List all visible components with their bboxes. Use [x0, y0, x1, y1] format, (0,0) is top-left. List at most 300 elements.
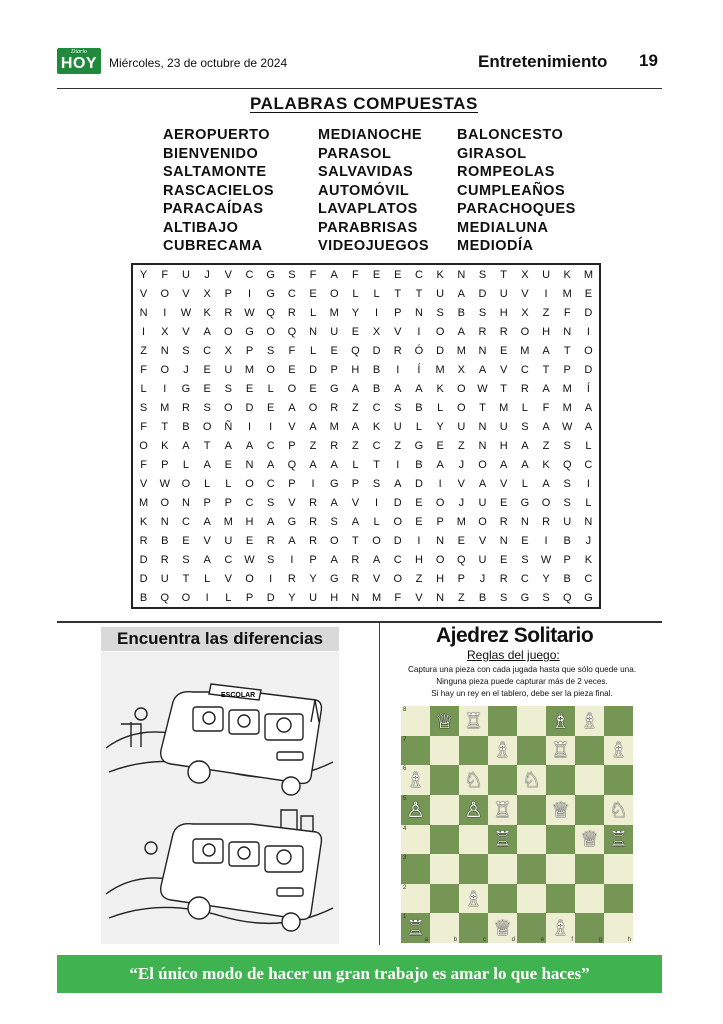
chess-square — [401, 795, 430, 825]
grid-letter: A — [330, 553, 338, 566]
grid-letter: R — [224, 306, 233, 319]
grid-letter: N — [436, 534, 445, 547]
grid-letter: Í — [586, 382, 590, 395]
grid-letter: M — [562, 287, 572, 300]
grid-letter: P — [330, 363, 338, 376]
difference-image-top — [101, 652, 339, 798]
rule-1: Captura una pieza con cada jugada hasta que sólo quede una. — [407, 665, 637, 674]
grid-letter: A — [203, 515, 211, 528]
grid-letter: O — [541, 496, 551, 509]
grid-letter: P — [309, 553, 317, 566]
grid-letter: A — [224, 439, 232, 452]
grid-letter: N — [520, 515, 529, 528]
grid-letter: L — [309, 344, 317, 357]
grid-letter: L — [225, 477, 232, 490]
grid-letter: A — [351, 515, 360, 528]
grid-letter: Q — [287, 325, 297, 338]
grid-letter: Y — [309, 572, 317, 585]
grid-letter: I — [375, 306, 379, 319]
column-divider — [379, 623, 380, 945]
grid-letter: P — [224, 496, 232, 509]
chess-square — [546, 854, 575, 884]
grid-letter: C — [203, 344, 212, 357]
chess-square — [517, 765, 546, 795]
grid-letter: P — [457, 572, 465, 585]
grid-letter: L — [182, 458, 189, 471]
grid-letter: M — [223, 515, 233, 528]
grid-letter: F — [563, 306, 571, 319]
bishop-icon: ♗ — [493, 738, 512, 763]
chess-board — [401, 706, 633, 943]
grid-letter: C — [520, 572, 529, 585]
chess-square — [575, 736, 604, 766]
grid-letter: L — [352, 458, 359, 471]
grid-letter: J — [204, 268, 210, 281]
grid-letter: S — [224, 382, 232, 395]
grid-letter: J — [585, 534, 592, 547]
chess-square — [459, 854, 488, 884]
grid-letter: Y — [288, 591, 296, 604]
grid-letter: Z — [394, 439, 402, 452]
chess-square — [575, 825, 604, 855]
file-label: g — [598, 937, 602, 943]
wordsearch-title: PALABRAS COMPUESTAS — [250, 94, 479, 113]
chess-square — [604, 795, 633, 825]
grid-letter: D — [393, 534, 402, 547]
grid-letter: H — [436, 572, 445, 585]
word-list-item: VIDEOJUEGOS — [318, 238, 430, 254]
grid-letter: A — [542, 382, 550, 395]
word-list-item: RASCACIELOS — [163, 182, 275, 199]
newspaper-logo — [57, 48, 101, 74]
grid-letter: P — [563, 363, 571, 376]
chess-square — [546, 884, 575, 914]
bishop-icon: ♗ — [464, 886, 483, 911]
grid-letter: O — [160, 363, 170, 376]
grid-letter: C — [287, 287, 296, 300]
grid-letter: W — [562, 420, 573, 433]
grid-letter: P — [288, 477, 296, 490]
grid-letter: A — [521, 458, 529, 471]
grid-letter: Y — [139, 268, 148, 281]
grid-letter: Z — [352, 401, 359, 414]
grid-letter: R — [287, 572, 296, 585]
grid-letter: L — [373, 515, 380, 528]
grid-letter: O — [139, 439, 148, 452]
grid-letter: Ó — [414, 344, 424, 357]
grid-letter: E — [500, 553, 508, 566]
grid-letter: V — [288, 496, 296, 509]
differences-title: Encuentra las diferencias — [101, 627, 339, 651]
grid-letter: I — [142, 325, 146, 338]
grid-letter: H — [330, 591, 339, 604]
grid-letter: K — [436, 382, 444, 395]
section-divider — [57, 621, 662, 623]
grid-letter: R — [351, 553, 360, 566]
grid-letter: R — [330, 439, 339, 452]
word-list-item: PARABRISAS — [318, 219, 418, 236]
grid-letter: O — [245, 477, 254, 490]
grid-letter: I — [417, 534, 421, 547]
grid-letter: V — [521, 287, 529, 300]
grid-letter: U — [160, 572, 169, 585]
grid-letter: N — [563, 325, 572, 338]
grid-letter: G — [414, 439, 424, 452]
grid-letter: L — [585, 439, 592, 452]
grid-letter: Y — [351, 306, 360, 319]
grid-letter: E — [330, 344, 338, 357]
word-list-item: GIRASOL — [457, 145, 527, 162]
chess-square — [575, 706, 604, 736]
file-label: a — [424, 937, 428, 943]
grid-letter: F — [140, 458, 147, 471]
grid-letter: C — [584, 458, 593, 471]
grid-letter: E — [309, 382, 317, 395]
grid-letter: F — [542, 401, 550, 414]
grid-letter: H — [245, 515, 254, 528]
chess-square — [488, 913, 517, 943]
grid-letter: J — [458, 496, 465, 509]
grid-letter: G — [329, 477, 339, 490]
grid-letter: S — [330, 515, 338, 528]
grid-letter: S — [521, 420, 529, 433]
letter-grid — [131, 263, 601, 609]
word-list-item: CUBRECAMA — [163, 238, 263, 254]
grid-letter: W — [477, 382, 488, 395]
grid-letter: R — [542, 515, 551, 528]
grid-letter: O — [435, 325, 445, 338]
grid-letter: C — [245, 268, 254, 281]
grid-letter: N — [245, 458, 254, 471]
grid-letter: I — [163, 382, 167, 395]
grid-letter: T — [415, 287, 423, 300]
grid-letter: N — [457, 268, 466, 281]
rook-icon: ♖ — [464, 708, 483, 733]
bishop-icon: ♗ — [406, 768, 425, 793]
grid-letter: Z — [542, 306, 550, 319]
grid-letter: O — [457, 401, 466, 414]
chess-square — [575, 884, 604, 914]
file-label: h — [627, 937, 631, 943]
grid-letter: L — [204, 477, 211, 490]
grid-letter: A — [330, 268, 338, 281]
grid-letter: F — [140, 420, 147, 433]
grid-letter: S — [521, 553, 529, 566]
grid-letter: B — [478, 591, 487, 604]
grid-letter: E — [584, 287, 593, 300]
grid-letter: D — [478, 287, 487, 300]
section-title: Entretenimiento — [478, 52, 608, 71]
school-bus-drawing-top — [101, 652, 339, 798]
grid-letter: D — [139, 572, 148, 585]
grid-letter: S — [394, 401, 402, 414]
grid-letter: O — [202, 420, 212, 433]
grid-letter: M — [329, 420, 339, 433]
grid-letter: A — [330, 496, 338, 509]
grid-letter: B — [182, 420, 190, 433]
grid-letter: C — [584, 572, 593, 585]
word-list-item: PARACAÍDAS — [163, 201, 264, 217]
grid-letter: A — [288, 401, 296, 414]
word-list-item: BIENVENIDO — [163, 145, 259, 162]
chess-square — [517, 884, 546, 914]
grid-letter: P — [245, 591, 254, 604]
grid-letter: O — [245, 572, 254, 585]
grid-letter: N — [478, 439, 487, 452]
grid-letter: Q — [562, 591, 572, 604]
school-bus-drawing-bottom — [101, 798, 339, 944]
chess-square — [604, 736, 633, 766]
grid-letter: G — [329, 572, 339, 585]
grid-letter: V — [478, 534, 487, 547]
grid-letter: V — [372, 572, 381, 585]
pawn-icon: ♙ — [406, 797, 425, 822]
word-list-item: AUTOMÓVIL — [318, 182, 410, 199]
word-list-item: CUMPLEAÑOS — [457, 182, 566, 199]
queen-icon: ♕ — [551, 797, 570, 822]
grid-letter: Z — [352, 439, 359, 452]
grid-letter: Z — [542, 439, 550, 452]
publication-date: Miércoles, 23 de octubre de 2024 — [109, 56, 288, 70]
chess-square — [575, 854, 604, 884]
grid-letter: S — [288, 268, 296, 281]
bishop-icon: ♗ — [580, 708, 599, 733]
grid-letter: M — [435, 363, 445, 376]
grid-letter: K — [161, 439, 169, 452]
grid-letter: Z — [415, 572, 423, 585]
word-list-item: MEDIODÍA — [457, 238, 534, 254]
grid-letter: E — [415, 496, 423, 509]
grid-letter: N — [160, 344, 169, 357]
difference-image-bottom — [101, 798, 339, 944]
chess-square — [459, 765, 488, 795]
chess-square — [430, 854, 459, 884]
rule-2: Ninguna pieza puede capturar más de 2 veces. — [436, 677, 608, 686]
grid-letter: G — [520, 496, 530, 509]
grid-letter: S — [563, 477, 571, 490]
grid-letter: L — [204, 572, 211, 585]
grid-letter: E — [203, 382, 211, 395]
grid-letter: D — [245, 401, 254, 414]
grid-letter: X — [161, 325, 169, 338]
grid-letter: O — [160, 287, 170, 300]
grid-letter: S — [436, 306, 444, 319]
grid-letter: R — [499, 515, 508, 528]
grid-letter: M — [139, 496, 149, 509]
grid-letter: A — [457, 287, 465, 300]
grid-letter: C — [266, 439, 275, 452]
grid-letter: R — [478, 325, 487, 338]
rank-label: 1 — [403, 914, 407, 921]
grid-letter: M — [329, 306, 339, 319]
grid-letter: K — [203, 306, 211, 319]
grid-letter: B — [161, 534, 169, 547]
grid-letter: O — [435, 496, 445, 509]
grid-letter: L — [225, 591, 232, 604]
chess-square — [488, 765, 517, 795]
rank-label: 6 — [403, 766, 407, 773]
grid-letter: B — [457, 306, 465, 319]
grid-letter: P — [351, 477, 360, 490]
grid-letter: H — [414, 553, 423, 566]
file-label: f — [571, 937, 573, 943]
grid-letter: O — [287, 382, 297, 395]
grid-letter: O — [266, 325, 275, 338]
grid-letter: D — [139, 553, 148, 566]
grid-letter: S — [563, 496, 571, 509]
grid-letter: S — [203, 401, 211, 414]
grid-letter: A — [245, 439, 254, 452]
grid-letter: A — [478, 477, 487, 490]
rank-label: 8 — [403, 707, 407, 713]
word-list-item: ALTIBAJO — [163, 219, 239, 236]
grid-letter: A — [584, 401, 593, 414]
grid-letter: A — [351, 420, 360, 433]
grid-letter: O — [478, 458, 487, 471]
bishop-icon: ♗ — [609, 738, 628, 763]
grid-letter: S — [267, 553, 275, 566]
word-list-item: BALONCESTO — [457, 127, 564, 143]
chess-square — [604, 884, 633, 914]
grid-letter: A — [203, 553, 211, 566]
grid-letter: U — [224, 363, 233, 376]
word-list-item: ROMPEOLAS — [457, 164, 555, 180]
grid-letter: E — [500, 496, 508, 509]
grid-letter: T — [352, 534, 359, 547]
grid-letter: P — [394, 306, 402, 319]
chess-square — [517, 854, 546, 884]
grid-letter: P — [436, 515, 444, 528]
grid-letter: A — [457, 325, 465, 338]
grid-letter: S — [478, 268, 487, 281]
chess-square — [604, 706, 633, 736]
grid-letter: G — [287, 515, 297, 528]
grid-letter: S — [478, 306, 487, 319]
grid-letter: N — [181, 496, 190, 509]
grid-letter: W — [159, 477, 170, 490]
grid-letter: I — [290, 553, 294, 566]
grid-letter: G — [266, 287, 275, 300]
grid-letter: O — [329, 534, 339, 547]
grid-letter: I — [396, 363, 400, 376]
header-divider — [57, 88, 662, 89]
rook-icon: ♖ — [493, 797, 512, 822]
word-list-column-3 — [457, 126, 576, 256]
grid-letter: O — [160, 496, 170, 509]
grid-letter: I — [586, 477, 590, 490]
grid-letter: D — [309, 363, 318, 376]
file-label: d — [511, 937, 515, 943]
grid-letter: A — [309, 420, 317, 433]
chess-square — [575, 913, 604, 943]
grid-letter: T — [563, 344, 571, 357]
chess-square — [517, 825, 546, 855]
grid-letter: X — [203, 287, 211, 300]
word-list-item: SALVAVIDAS — [318, 164, 414, 180]
grid-letter: E — [309, 287, 317, 300]
grid-letter: S — [182, 344, 190, 357]
grid-letter: E — [245, 534, 254, 547]
grid-letter: Ñ — [224, 420, 233, 433]
grid-letter: Z — [457, 591, 465, 604]
chess-square — [459, 706, 488, 736]
grid-letter: C — [393, 553, 402, 566]
chess-square — [517, 706, 546, 736]
grid-letter: F — [309, 268, 317, 281]
grid-letter: U — [499, 420, 508, 433]
chess-square — [575, 765, 604, 795]
grid-letter: U — [542, 268, 551, 281]
file-label: e — [540, 937, 544, 943]
grid-letter: V — [139, 477, 148, 490]
grid-letter: L — [309, 306, 317, 319]
grid-letter: D — [393, 496, 402, 509]
grid-letter: Z — [457, 439, 465, 452]
grid-letter: E — [267, 401, 275, 414]
grid-letter: L — [415, 420, 422, 433]
queen-icon: ♕ — [493, 916, 512, 941]
grid-letter: P — [245, 344, 254, 357]
grid-letter: R — [287, 306, 296, 319]
grid-letter: E — [394, 268, 402, 281]
grid-letter: X — [224, 344, 232, 357]
rook-icon: ♖ — [609, 827, 628, 852]
chess-square — [488, 854, 517, 884]
grid-letter: O — [393, 572, 403, 585]
grid-letter: G — [245, 325, 254, 338]
chess-square — [459, 825, 488, 855]
logo-big-text: HOY — [60, 55, 98, 72]
grid-letter: A — [584, 420, 593, 433]
grid-letter: O — [584, 344, 593, 357]
grid-letter: M — [244, 363, 255, 376]
grid-letter: V — [224, 268, 232, 281]
rank-label: 7 — [403, 736, 407, 743]
chess-square — [604, 913, 633, 943]
grid-letter: E — [372, 268, 381, 281]
chess-square — [401, 765, 430, 795]
grid-letter: V — [394, 325, 402, 338]
chess-square — [488, 736, 517, 766]
rule-3: Si hay un rey en el tablero, debe ser la pieza final. — [431, 689, 613, 698]
grid-letter: O — [181, 591, 191, 604]
logo-small-text: Diario — [70, 49, 87, 55]
grid-letter: I — [417, 325, 421, 338]
grid-letter: U — [224, 534, 233, 547]
grid-letter: I — [311, 477, 315, 490]
grid-letter: G — [520, 591, 530, 604]
grid-letter: B — [139, 591, 148, 604]
grid-letter: V — [351, 496, 360, 509]
chess-square — [488, 884, 517, 914]
file-label: c — [483, 937, 486, 943]
grid-letter: V — [288, 420, 296, 433]
grid-letter: T — [182, 572, 190, 585]
grid-letter: P — [288, 439, 296, 452]
grid-letter: Z — [309, 439, 317, 452]
grid-letter: M — [160, 401, 170, 414]
chess-square — [430, 736, 459, 766]
quote-banner: “El único modo de hacer un gran trabajo es amar lo que haces” — [57, 955, 662, 993]
grid-letter: V — [500, 477, 508, 490]
grid-letter: R — [520, 382, 529, 395]
grid-letter: D — [584, 363, 593, 376]
grid-letter: O — [393, 515, 403, 528]
grid-letter: A — [500, 458, 508, 471]
grid-letter: Q — [160, 591, 170, 604]
chess-square — [430, 765, 459, 795]
grid-letter: W — [540, 553, 552, 566]
